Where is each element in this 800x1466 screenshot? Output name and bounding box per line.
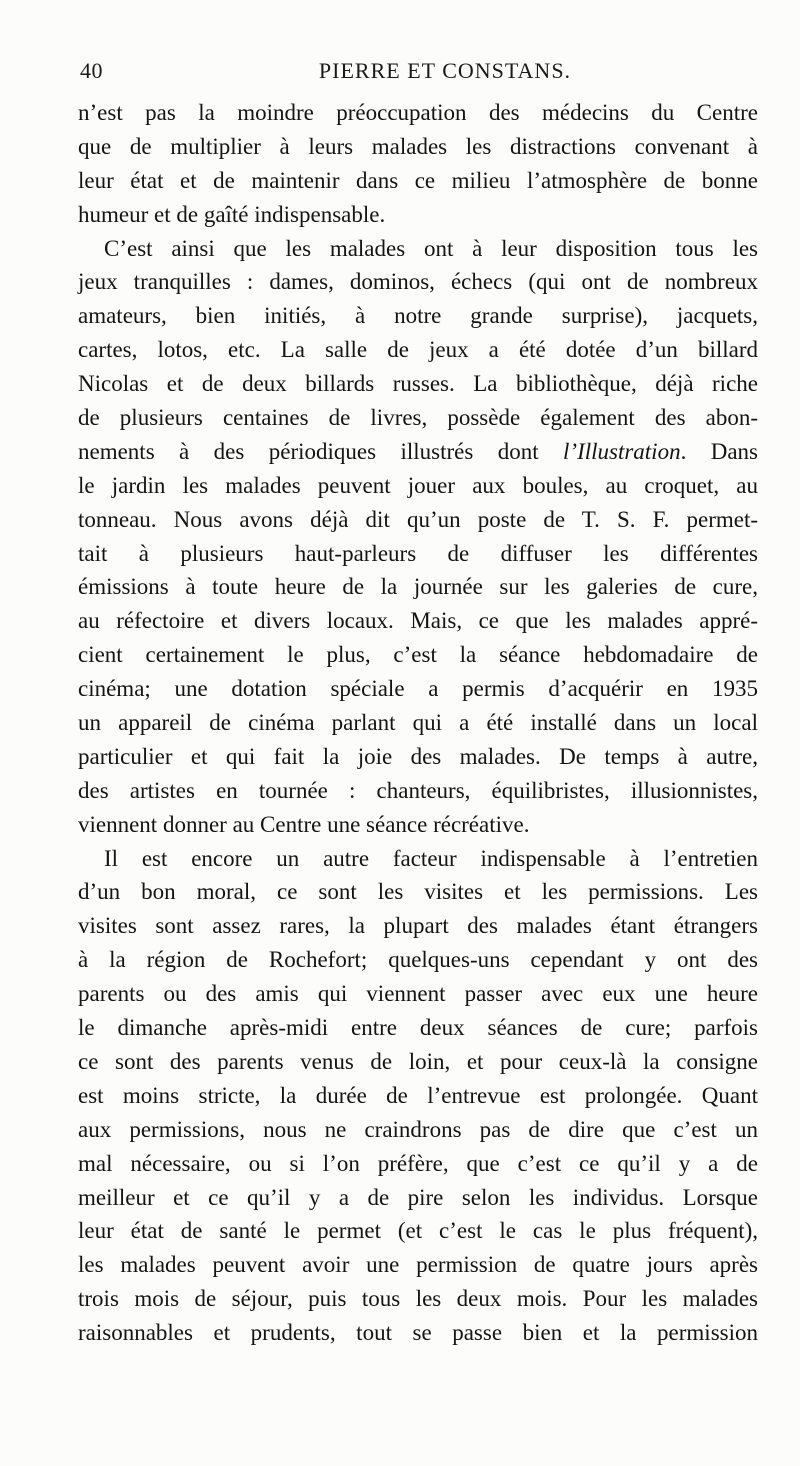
text-line: visites sont assez rares, la plupart des malades étant étrangers (78, 913, 758, 939)
text-segment: nements à des périodiques illustrés dont (78, 438, 539, 464)
text-line: le dimanche après-midi entre deux séances de cure; parfois (78, 1015, 758, 1041)
text-line: jeux tranquilles : dames, dominos, échecs (qui ont de nombreux (78, 269, 758, 295)
text-line: au réfectoire et divers locaux. Mais, ce que les malades appré- (78, 608, 758, 634)
paragraph-3 (78, 842, 758, 1350)
body-text (78, 96, 758, 1350)
text-line: des artistes en tournée : chanteurs, équilibristes, illusionnistes, (78, 777, 758, 803)
text-line: à la région de Rochefort; quelques-uns cependant y ont des (78, 947, 758, 973)
text-line: cient certainement le plus, c’est la séance hebdomadaire de (78, 642, 758, 668)
text-line: C’est ainsi que les malades ont à leur disposition tous les (104, 235, 758, 261)
text-line: cinéma; une dotation spéciale a permis d’acquérir en 1935 (78, 676, 758, 702)
text-segment: . Dans (680, 438, 759, 464)
text-line: raisonnables et prudents, tout se passe bien et la permission (78, 1320, 758, 1346)
text-line: un appareil de cinéma parlant qui a été installé dans un local (78, 710, 758, 736)
text-line: parents ou des amis qui viennent passer avec eux une heure (78, 981, 758, 1007)
text-line: aux permissions, nous ne craindrons pas de dire que c’est un (78, 1116, 758, 1142)
text-line: de plusieurs centaines de livres, possède également des abon- (78, 405, 758, 431)
paragraph-2 (78, 232, 758, 842)
text-line: leur état de santé le permet (et c’est le cas le plus fréquent), (78, 1218, 758, 1244)
text-line: meilleur et ce qu’il y a de pire selon les individus. Lorsque (78, 1184, 758, 1210)
text-line: amateurs, bien initiés, à notre grande surprise), jacquets, (78, 303, 758, 329)
text-line: mal nécessaire, ou si l’on préfère, que c’est ce qu’il y a de (78, 1150, 758, 1176)
paragraph-1 (78, 96, 758, 232)
text-line: viennent donner au Centre une séance récréative. (78, 811, 530, 837)
text-line: Il est encore un autre facteur indispensable à l’entretien (104, 845, 758, 871)
text-line: que de multiplier à leurs malades les distractions convenant à (78, 133, 758, 159)
text-line: tait à plusieurs haut-parleurs de diffuser les différentes (78, 540, 758, 566)
text-line: humeur et de gaîté indispensable. (78, 201, 386, 227)
text-line: est moins stricte, la durée de l’entrevue est prolongée. Quant (78, 1082, 758, 1108)
text-line-with-italic (78, 435, 758, 469)
running-title: PIERRE ET CONSTANS. (318, 58, 572, 83)
text-line: n’est pas la moindre préoccupation des médecins du Centre (78, 100, 758, 125)
page-header (80, 56, 770, 90)
text-line: ce sont des parents venus de loin, et pour ceux-là la consigne (78, 1048, 758, 1074)
text-line: trois mois de séjour, puis tous les deux mois. Pour les malades (78, 1286, 758, 1312)
text-line: particulier et qui fait la joie des malades. De temps à autre, (78, 743, 758, 769)
text-line: le jardin les malades peuvent jouer aux boules, au croquet, au (78, 472, 758, 498)
text-line: cartes, lotos, etc. La salle de jeux a été dotée d’un billard (78, 337, 758, 363)
italic-reference: l’Illustration (563, 438, 681, 464)
text-line: les malades peuvent avoir une permission de quatre jours après (78, 1252, 758, 1278)
page-number: 40 (80, 58, 103, 83)
text-line: leur état et de maintenir dans ce milieu l’atmosphère de bonne (78, 167, 758, 193)
text-line: Nicolas et de deux billards russes. La bibliothèque, déjà riche (78, 371, 758, 397)
text-line: émissions à toute heure de la journée sur les galeries de cure, (78, 574, 758, 600)
text-line: d’un bon moral, ce sont les visites et les permissions. Les (78, 879, 758, 905)
text-line: tonneau. Nous avons déjà dit qu’un poste de T. S. F. permet- (78, 506, 758, 532)
